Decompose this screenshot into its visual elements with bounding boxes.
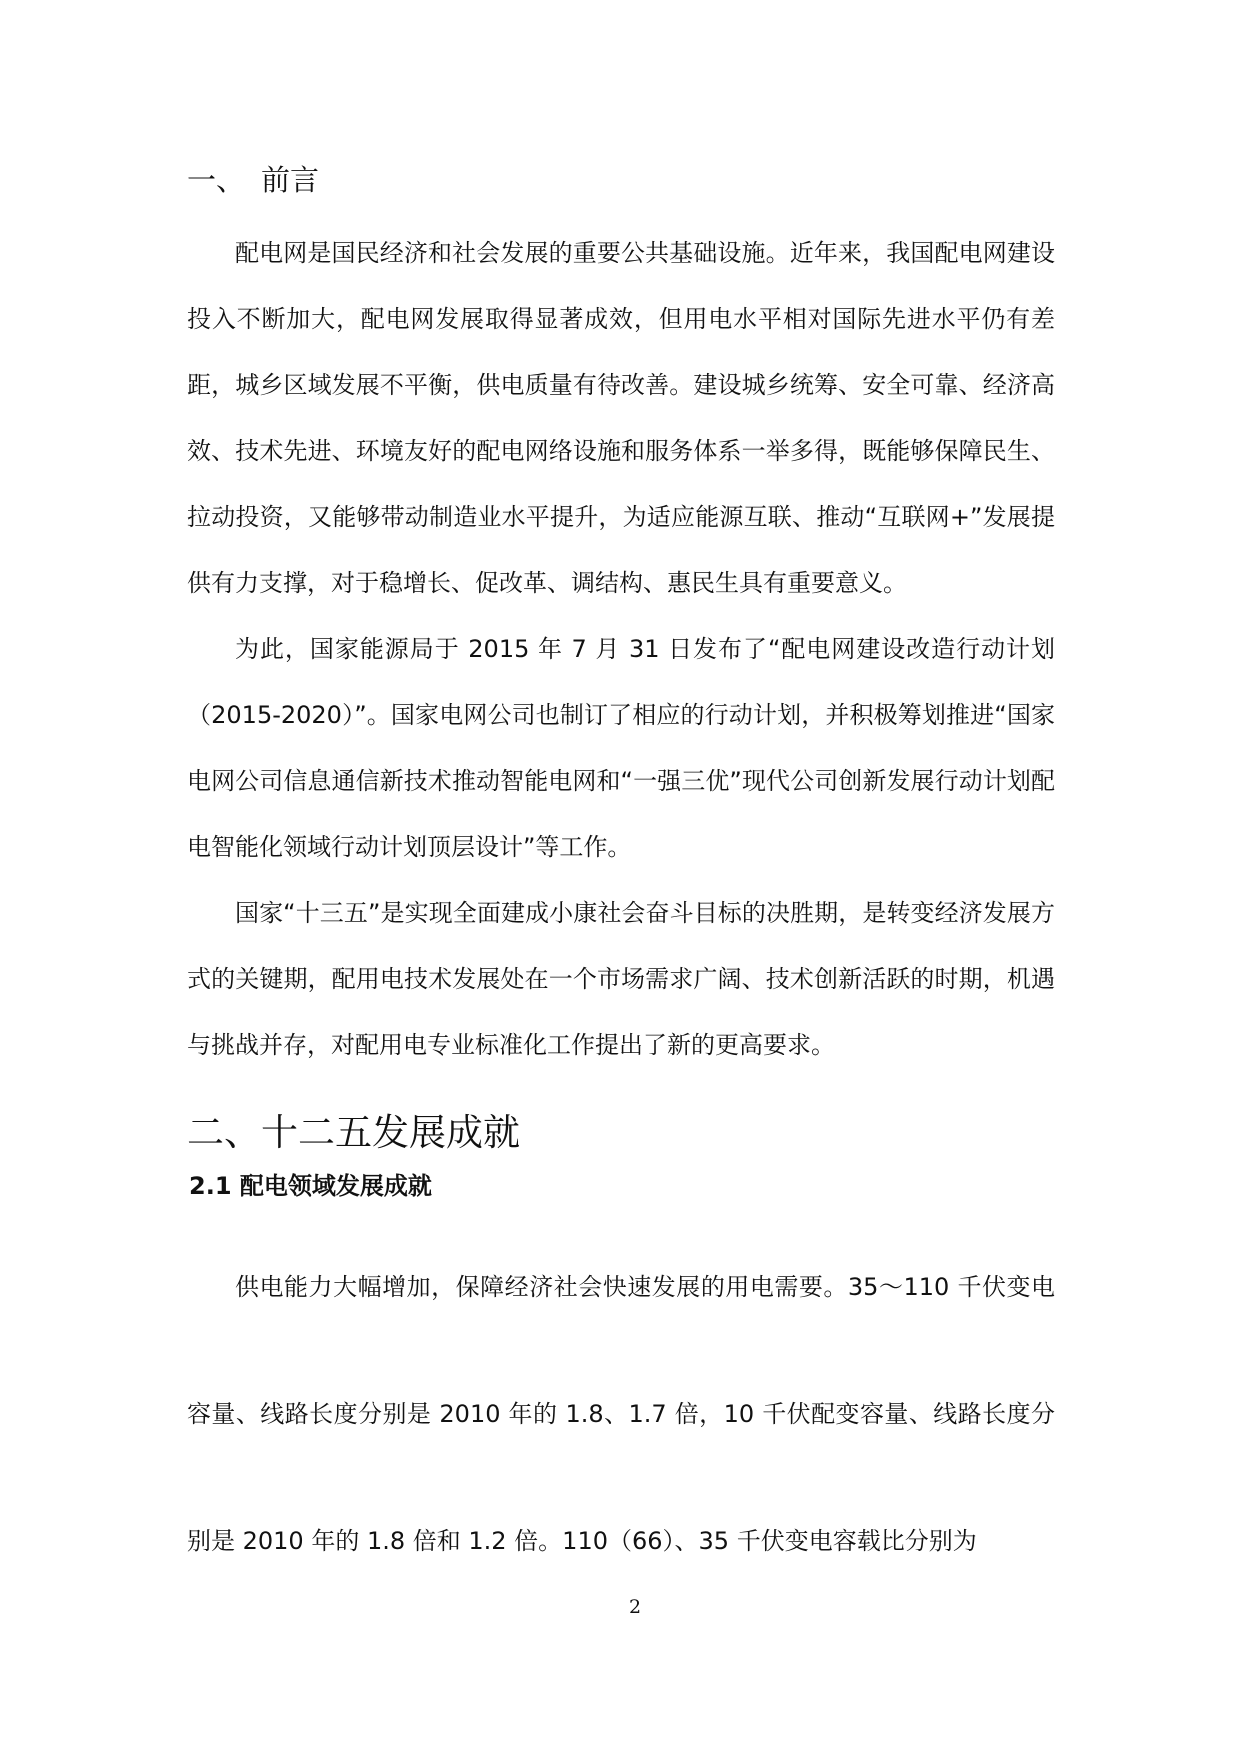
paragraph: 为此，国家能源局于 2015 年 7 月 31 日发布了“配电网建设改造行动计划（2015-2020）”。国家电网公司也制订了相应的行动计划，并积极筹划推进“国家电网公司信息通信新技术推动智能电网和“一强三优”现代公司创新发展行动计划配电智能化领域行动计划顶层设计”等工作。 bbox=[187, 635, 1055, 861]
section-title: 十二五发展成就 bbox=[261, 1111, 520, 1154]
paragraph: 国家“十三五”是实现全面建成小康社会奋斗目标的决胜期，是转变经济发展方式的关键期，配用电技术发展处在一个市场需求广阔、技术创新活跃的时期，机遇与挑战并存，对配用电专业标准化工作提出了新的更高要求。 bbox=[187, 899, 1055, 1059]
paragraph: 供电能力大幅增加，保障经济社会快速发展的用电需要。35～110 千伏变电容量、线路长度分别是 2010 年的 1.8、1.7 倍，10 千伏配变容量、线路长度分别是 2010 年的 1.8 倍和 1.2 倍。110（66）、35 千伏变电容载比分别为 bbox=[187, 1273, 1055, 1555]
section-number: 二、 bbox=[187, 1111, 261, 1154]
section-title: 前言 bbox=[261, 163, 320, 197]
page-content bbox=[187, 160, 1055, 1605]
section-number: 一、 bbox=[187, 163, 246, 197]
section-heading-achievements bbox=[187, 1108, 1055, 1158]
paragraph: 配电网是国民经济和社会发展的重要公共基础设施。近年来，我国配电网建设投入不断加大，配电网发展取得显著成效，但用电水平相对国际先进水平仍有差距，城乡区域发展不平衡，供电质量有待改善。建设城乡统筹、安全可靠、经济高效、技术先进、环境友好的配电网络设施和服务体系一举多得，既能够保障民生、拉动投资，又能够带动制造业水平提升，为适应能源互联、推动“互联网+”发展提供有力支撑，对于稳增长、促改革、调结构、惠民生具有重要意义。 bbox=[187, 239, 1055, 597]
subsection-heading: 2.1 配电领域发展成就 bbox=[189, 1172, 432, 1200]
section-heading-preface bbox=[187, 160, 1055, 200]
page-number: 2 bbox=[628, 1596, 642, 1618]
